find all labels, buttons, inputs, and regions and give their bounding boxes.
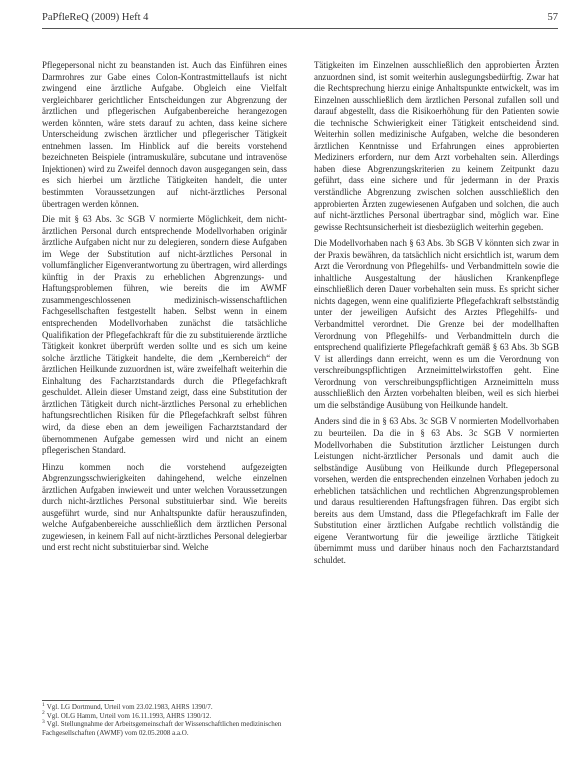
paragraph: Die Modellvorhaben nach § 63 Abs. 3b SGB V könnten sich zwar in der Praxis bewähren, da tatsächlich nicht ersichtlich ist, warum dem Arzt die Verordnung von Pflegehilfs- und Verbandmitteln sowie die inhaltliche Ausgestaltung der häuslichen Krankenpflege einschließlich deren Dauer vorbehalten sein muss. Es spricht sicher nichts dagegen, wenn eine qualifizierte Pflegefachkraft selbstständig unter der jeweiligen Aufsicht des Arztes Pflegehilfs- und Verbandmittel verordnet. Die Grenze bei der modellhaften Verordnung von Pflegehilfs- und Verbandmitteln durch die entsprechend qualifizierte Pflegefachkraft gemäß § 63 Abs. 3b SGB V ist allerdings dann erreicht, wenn es um die Verordnung von verschreibungspflichtigen Arzneimittelwirkstoffen geht. Eine Verordnung von verschreibungspflichtigen Arzneimitteln muss ausschließlich den Ärzten vorbehalten bleiben, weil es sich hierbei um die selbständige Ausübung von Heilkunde handelt. [314, 238, 559, 410]
footnote [42, 703, 287, 712]
paragraph: Hinzu kommen noch die vorstehend aufgezeigten Abgrenzungsschwierigkeiten dahingehend, welche einzelnen ärztlichen Aufgaben inwieweit und unter welchen Voraussetzungen durch nicht-ärztliches Personal substituierbar sind. Wie bereits ausgeführt wurde, sind nur Anhaltspunkte dafür herauszufinden, welche Aufgabenbereiche ausschließlich dem ärztlichen Personal zugewiesen, in keinem Fall auf nicht-ärztliches Personal delegierbar und erst recht nicht substituierbar sind. Welche [42, 461, 287, 553]
footnote-rule [42, 700, 114, 701]
footnote-number: 2 [42, 710, 45, 717]
page-number: 57 [547, 12, 558, 23]
paragraph: Tätigkeiten im Einzelnen ausschließlich den approbierten Ärzten anzuordnen sind, ist somit weiterhin auslegungsbedürftig. Zwar hat die Rechtsprechung hierzu einige Anhaltspunkte entwickelt, was im Einzelnen ausschließlich dem ärztlichen Personal zufallen soll und darauf abgestellt, dass die Risikoerhöhung für den Patienten sowie die technische Schwierigkeit einer Tätigkeit entscheidend sind. Weiterhin sollen medizinische Aufgaben, welche die besonderen ärztlichen Kenntnisse und Erfahrungen eines approbierten Mediziners erfordern, nur dem Arzt vorbehalten sein. Allerdings haben diese Abgrenzungskriterien zu keinem Zeitpunkt dazu geführt, dass eine sichere und für jedermann in der Praxis verständliche Abgrenzung zwischen solchen ausschließlich den approbierten Ärzten zugewiesenen Aufgaben und solchen, die auch auf nicht-ärztliches Personal übertragbar sind, möglich war. Eine gewisse Rechtsunsicherheit ist diesbezüglich weiterhin gegeben. [314, 60, 559, 232]
left-column [42, 60, 287, 558]
footnote [42, 720, 287, 737]
footnote-text: Vgl. OLG Hamm, Urteil vom 16.11.1993, AHRS 1390/12. [46, 711, 212, 720]
journal-title: PaPfleReQ (2009) Heft 4 [42, 12, 149, 23]
footnote-text: Vgl. Stellungnahme der Arbeitsgemeinschaft der Wissenschaftlichen medizinischen Fachgesellschaften (AWMF) vom 02.05.2008 a.a.O. [42, 720, 282, 737]
paragraph: Pflegepersonal nicht zu beanstanden ist. Auch das Einführen eines Darmrohres zur Gabe eines Colon-Kontrastmittellaufs ist nicht zwingend eine ärztliche Aufgabe. Obgleich eine Vielfalt vergleichbarer gerichtlicher Entscheidungen zur Abgrenzung der ärztlichen und pflegerischen Aufgabenbereiche herangezogen werden könnten, wäre stets darauf zu achten, dass keine sichere Unterscheidung zwischen ärztlicher und pflegerischer Tätigkeit entnehmen lassen. Im Hinblick auf die bereits vorstehend bezeichneten Beispiele (intramuskuläre, subcutane und intravenöse Injektionen) wird zu Zweifel dennoch davon ausgegangen sein, dass es sich hierbei um ärztliche Tätigkeiten handelt, die unter bestimmten Voraussetzungen auf nicht-ärztliches Personal übertragen werden können. [42, 60, 287, 209]
header-rule [42, 28, 558, 29]
footnotes [42, 703, 287, 737]
right-column [314, 60, 559, 571]
running-header [42, 12, 558, 28]
paragraph: Die mit § 63 Abs. 3c SGB V normierte Möglichkeit, dem nicht-ärztlichen Personal durch entsprechende Modellvorhaben originär ärztliche Aufgaben nicht nur zu delegieren, sondern diese Aufgaben im Wege der Substitution auf nicht-ärztliches Personal in vollumfänglicher Eigenverantwortung zu übertragen, wird allerdings künftig in der Praxis zu erheblichen Abgrenzungs- und Haftungsproblemen führen, wie bereits die im AWMF zusammengeschlossenen medizinisch-wissenschaftlichen Fachgesellschaften festgestellt haben. Selbst wenn in einem entsprechenden Modellvorhaben zunächst die tatsächliche Qualifikation der Pflegefachkraft für die zu substituierende ärztliche Tätigkeit konkret überprüft werden sollte und es sich um keine solche ärztliche Tätigkeit handelte, die dem „Kernbereich“ der ärztlichen Heilkunde zuzuordnen ist, wäre zweifelhaft weiterhin die Einhaltung des Facharztstandards durch die Pflegefachkraft geschuldet. Allein dieser Umstand zeigt, dass eine Substitution der ärztlichen Tätigkeit durch nicht-ärztliches Personal zu erheblichen haftungsrechtlichen Risiken für die Pflegefachkraft selbst führen wird, da diese eben an dem jeweiligen Facharztstandard der übernommenen Aufgabe gemessen wird und nicht an einem pflegerischen Standard. [42, 214, 287, 456]
footnote [42, 712, 287, 721]
footnote-text: Vgl. LG Dortmund, Urteil vom 23.02.1983, AHRS 1390/7. [46, 703, 213, 711]
footnote-number: 3 [42, 718, 45, 725]
footnote-number: 1 [42, 701, 45, 708]
paragraph: Anders sind die in § 63 Abs. 3c SGB V normierten Modellvorhaben zu beurteilen. Da die in § 63 Abs. 3c SGB V normierten Modellvorhaben die Substitution ärztlicher Leistungen durch Leistungen nicht-ärztlicher Personals und damit auch die selbständige Ausübung von Heilkunde durch Pflegepersonal vorsehen, werden die entsprechenden einzelnen Vorhaben jedoch zu erheblichen tatsächlichen und rechtlichen Abgrenzungsproblemen und daraus resultierenden Haftungsfragen führen. Das ergibt sich bereits aus dem Umstand, dass die Pflegefachkraft im Falle der Substitution einer ärztlichen Aufgabe rechtlich vollständig die eigene Verantwortung für die jeweilige ärztliche Tätigkeit übernimmt muss und darüber hinaus noch den Facharztstandard schuldet. [314, 416, 559, 565]
